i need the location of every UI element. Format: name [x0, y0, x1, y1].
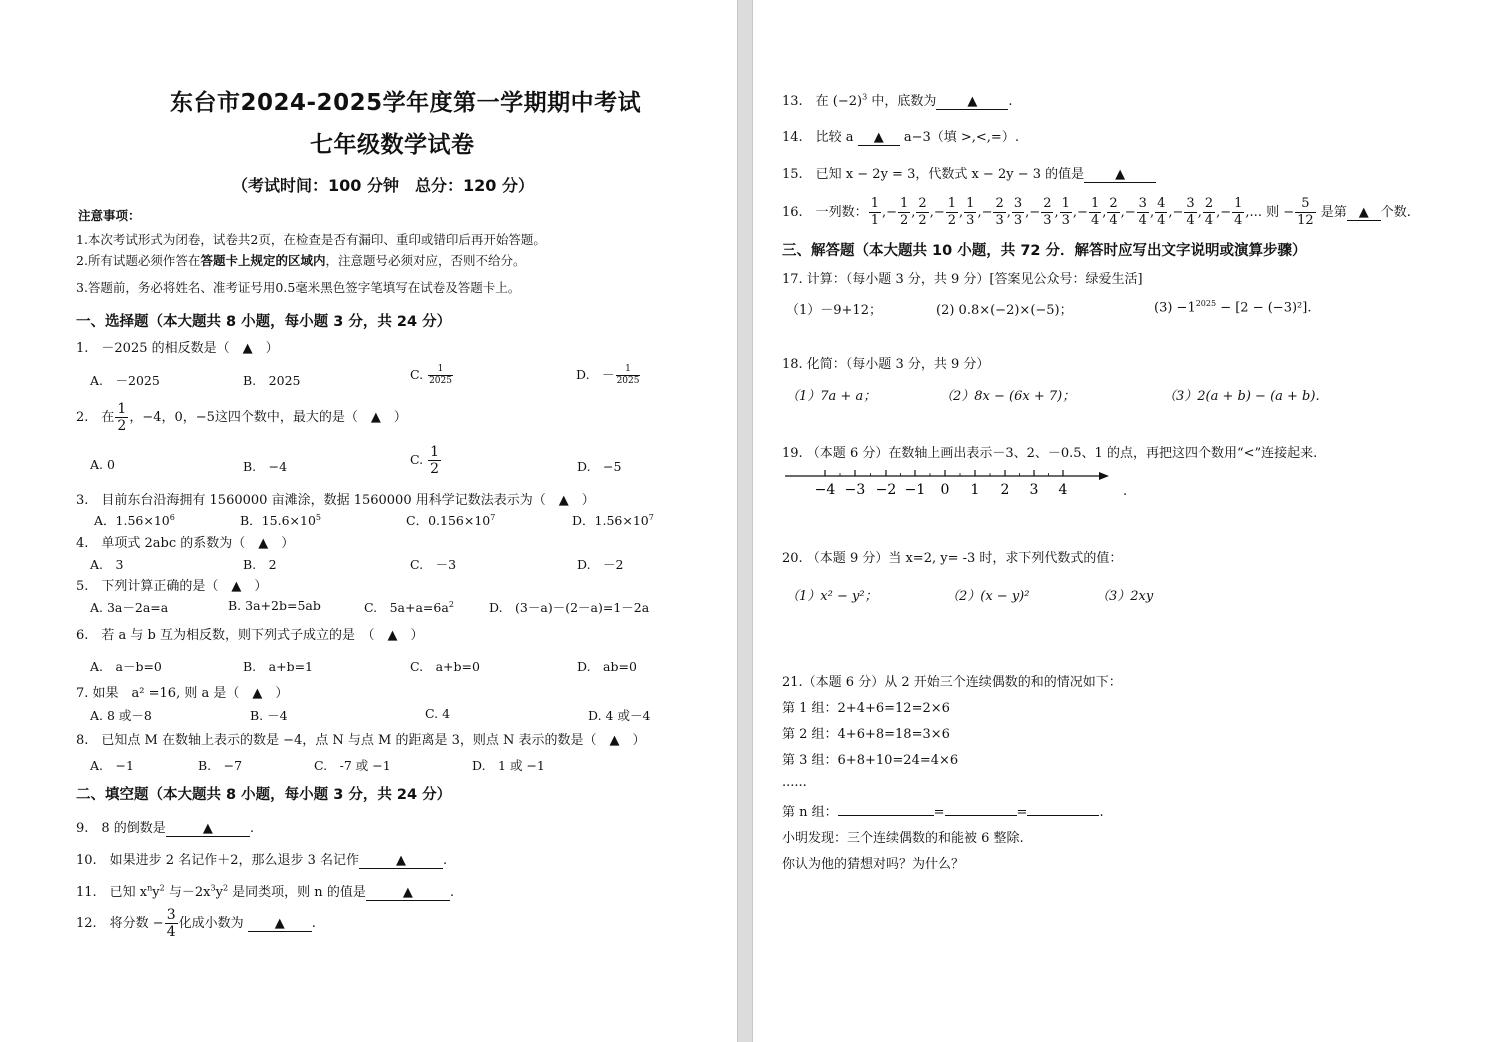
q3-stem: 3. 目前东台沿海拥有 1560000 亩滩涂，数据 1560000 用科学记数法表示为（ ▲ ）: [76, 493, 595, 508]
q6-option-d: D. ab=0: [577, 659, 637, 674]
q21-blank-2[interactable]: [945, 815, 1017, 816]
q2-stem: 2. 在 $\frac{1}{2}$ ，−4，0，−5这四个数中，最大的是（ ▲ ）: [76, 401, 407, 434]
number-line-tick-label: 3: [1029, 482, 1039, 498]
sequence-term: $\frac{1}{3}$: [1061, 196, 1070, 228]
page-right: [753, 0, 1490, 1042]
q13-blank[interactable]: ▲: [936, 95, 1008, 110]
q15: 15. 已知 x − 2y = 3，代数式 x − 2y − 3 的值是 ▲: [782, 163, 1156, 183]
q11: 11. 已知 $x^ny^2$ 与$-2x^3y^2$ 是同类项，则 n 的值是 ▲ .: [76, 883, 454, 900]
q18-stem: 18. 化简：（每小题 3 分，共 9 分）: [782, 357, 990, 372]
q21-dots: ......: [782, 775, 807, 790]
q21-stem: 21.（本题 6 分）从 2 开始三个连续偶数的和的情况如下：: [782, 675, 1122, 690]
sequence-term: $\frac{2}{3}$: [995, 196, 1004, 228]
q17-part-1: （1）－9+12；: [786, 303, 882, 318]
sequence-term: $\frac{3}{4}$: [1186, 196, 1195, 228]
q1-option-d: D. － $\frac{1}{2025}$: [576, 364, 640, 386]
q9: 9. 8 的倒数是 ▲ .: [76, 821, 254, 836]
q16: 16. 一列数： $\frac{1}{1}$ ,− $\frac{1}{2}$ , $\frac{2}{2}$ ,− $\frac{1}{2}$ , $\frac{1}{3}$ ,− $\frac{2}{3}$ , $\frac{3}{3}$ ,− $\frac{2}{3}$ , $\frac{1}{3}$ ,− $\frac{1}{4}$ , $\frac{2}{4}$ ,− $\frac{3}{4}$ , $\frac{4}{4}$ ,− $\frac{3}{4}$ , $\frac{2}{4}$ ,− $\frac{1}{4}$ ,... 则 − $\frac{5}{12}$ 是第 ▲ 个数.: [782, 196, 1411, 228]
q16-blank[interactable]: ▲: [1347, 206, 1381, 221]
q21-group-n: 第 n 组： = = .: [782, 805, 1104, 820]
q13: 13. 在 $(-2)^3$ 中，底数为 ▲ .: [782, 92, 1013, 109]
page-left: [0, 0, 737, 1042]
number-line-tick-label: −1: [904, 482, 926, 498]
q14-blank[interactable]: ▲: [858, 131, 900, 146]
number-line-arrow: [1099, 472, 1109, 480]
q20-stem: 20. （本题 9 分）当 x=2, y= -3 时，求下列代数式的值：: [782, 551, 1123, 566]
q8-option-c: C. -7 或 −1: [314, 758, 391, 773]
sequence-term: $\frac{1}{1}$: [870, 196, 879, 228]
note-item-2: 2.所有试题必须作答在答题卡上规定的区域内，注意题号必须对应，否则不给分。: [76, 253, 526, 268]
q20-part-3: （3）2xy: [1096, 589, 1154, 604]
q7-option-a: A. 8 或－8: [90, 708, 152, 723]
section-choice-heading: 一、选择题（本大题共 8 小题，每小题 3 分，共 24 分）: [76, 314, 452, 330]
q4-option-c: C. －3: [410, 557, 457, 572]
q8-option-a: A. −1: [90, 758, 134, 773]
q2-option-b: B. −4: [243, 459, 288, 474]
q9-blank[interactable]: ▲: [166, 822, 250, 837]
q7-option-b: B. －4: [250, 708, 288, 723]
q17-part-2: (2) 0.8×(−2)×(−5)；: [936, 303, 1073, 318]
q18-part-3: （3）2(a + b) − (a + b).: [1163, 389, 1320, 404]
sequence-term: $\frac{2}{4}$: [1204, 196, 1214, 228]
q2-option-d: D. −5: [577, 459, 622, 474]
q11-blank[interactable]: ▲: [366, 886, 450, 901]
q20-part-1: （1）x² − y²；: [786, 589, 878, 604]
page-gutter: [737, 0, 753, 1042]
q18-part-2: （2）8x − (6x + 7)；: [940, 389, 1076, 404]
q4-option-d: D. －2: [577, 557, 624, 572]
number-line-tick-label: −2: [875, 482, 897, 498]
sequence-term: $\frac{3}{3}$: [1013, 196, 1023, 228]
section-answer-heading: 三、解答题（本大题共 10 小题，共 72 分．解答时应写出文字说明或演算步骤）: [782, 243, 1307, 259]
section-fill-heading: 二、填空题（本大题共 8 小题，每小题 3 分，共 24 分）: [76, 787, 452, 803]
note-item-3: 3.答题前，务必将姓名、准考证号用0.5毫米黑色签字笔填写在试卷及答题卡上。: [76, 280, 521, 295]
q21-group-3: 第 3 组：6+8+10=24=4×6: [782, 753, 959, 768]
q17-stem: 17. 计算：（每小题 3 分，共 9 分）[答案见公众号：绿爱生活]: [782, 272, 1143, 287]
sequence-term: $\frac{2}{4}$: [1109, 196, 1118, 228]
exam-title: 东台市2024-2025学年度第一学期期中考试: [170, 90, 642, 116]
number-line-tick-label: 2: [1000, 482, 1010, 498]
q1-option-a: A. －2025: [90, 373, 160, 388]
q21-blank-3[interactable]: [1027, 815, 1099, 816]
notes-heading: 注意事项：: [78, 208, 141, 223]
q20-part-2: （2）(x − y)²: [946, 589, 1030, 604]
q3-option-b: B．$15.6\times 10^5$: [240, 512, 321, 528]
q14: 14. 比较 a ▲ a−3（填 >,<,=）.: [782, 130, 1019, 145]
sequence-term: $\frac{1}{4}$: [1234, 196, 1243, 228]
q3-option-a: A．$1.56\times 10^6$: [94, 512, 175, 528]
sequence-term: $\frac{1}{2}$: [947, 196, 957, 228]
sequence-term: $\frac{2}{3}$: [1043, 196, 1052, 228]
note-item-1: 1.本次考试形式为闭卷，试卷共2页，在检查是否有漏印、重印或错印后再开始答题。: [76, 232, 546, 247]
q2-option-a: A. 0: [90, 457, 115, 472]
q10: 10. 如果进步 2 名记作＋2，那么退步 3 名记作 ▲ .: [76, 853, 448, 868]
q7-option-c: C. 4: [425, 706, 451, 721]
q6-option-c: C. a+b=0: [410, 659, 480, 674]
q5-option-d: D. (3－a)－(2－a)=1－2a: [489, 600, 650, 615]
q21-finding: 小明发现：三个连续偶数的和能被 6 整除.: [782, 831, 1024, 846]
q17-part-3: $(3) -1^{2025} - [2 - (-3)^2]$.: [1154, 299, 1312, 316]
sequence-term: $\frac{2}{2}$: [918, 196, 927, 228]
q1-stem: 1. －2025 的相反数是（ ▲ ）: [76, 341, 279, 356]
q10-blank[interactable]: ▲: [359, 854, 443, 869]
q8-option-d: D. 1 或 −1: [472, 758, 545, 773]
q7-option-d: D. 4 或－4: [588, 708, 651, 723]
q12: 12. 将分数 − $\frac{3}{4}$ 化成小数为 ▲ .: [76, 907, 316, 940]
q15-blank[interactable]: ▲: [1084, 168, 1156, 183]
number-line-tick-label: 0: [940, 482, 950, 498]
sequence-term: $\frac{1}{2}$: [900, 196, 909, 228]
q19-end: .: [1123, 484, 1128, 499]
q2-option-c: C. $\frac{1}{2}$: [410, 444, 439, 477]
sequence-term: $\frac{1}{4}$: [1090, 196, 1100, 228]
q1-option-c: C. $\frac{1}{2025}$: [410, 364, 452, 386]
number-line-tick-label: −3: [844, 482, 866, 498]
q5-option-b: B. 3a+2b=5ab: [228, 598, 321, 613]
q4-option-b: B. 2: [243, 557, 277, 572]
q6-option-b: B. a+b=1: [243, 659, 314, 674]
number-line-tick-label: 4: [1058, 482, 1068, 498]
number-line-tick-label: 1: [970, 482, 980, 498]
q12-blank[interactable]: ▲: [248, 917, 312, 932]
q5-option-a: A. 3a－2a=a: [90, 600, 169, 615]
q5-option-c: C. $5a+a=6a^2$: [364, 599, 454, 615]
q6-option-a: A. a－b=0: [90, 659, 162, 674]
q5-stem: 5. 下列计算正确的是（ ▲ ）: [76, 579, 268, 594]
q8-option-b: B. −7: [198, 758, 243, 773]
q16-sequence: $\frac{1}{1}$ ,− $\frac{1}{2}$ , $\frac{2}{2}$ ,− $\frac{1}{2}$ , $\frac{1}{3}$ ,− $\frac{2}{3}$ , $\frac{3}{3}$ ,− $\frac{2}{3}$ , $\frac{1}{3}$ ,− $\frac{1}{4}$ , $\frac{2}{4}$ ,− $\frac{3}{4}$ , $\frac{4}{4}$ ,− $\frac{3}{4}$ , $\frac{2}{4}$ ,− $\frac{1}{4}$: [870, 196, 1243, 228]
q3-option-c: C．$0.156\times 10^7$: [406, 512, 496, 528]
q6-stem: 6. 若 a 与 b 互为相反数，则下列式子成立的是 （ ▲ ）: [76, 628, 424, 643]
q1-option-b: B. 2025: [243, 373, 301, 388]
exam-info: （考试时间：100 分钟 总分：120 分）: [232, 176, 534, 195]
q21-group-1: 第 1 组：2+4+6=12=2×6: [782, 701, 950, 716]
number-line-tick-label: −4: [814, 482, 836, 498]
q21-blank-1[interactable]: [838, 815, 934, 816]
q19-stem: 19. （本题 6 分）在数轴上画出表示－3、2、－0.5、1 的点，再把这四个数用“<”连接起来.: [782, 446, 1318, 461]
q21-group-2: 第 2 组：4+6+8=18=3×6: [782, 727, 950, 742]
q3-option-d: D．$1.56\times 10^7$: [572, 512, 654, 528]
sequence-term: $\frac{4}{4}$: [1157, 196, 1166, 228]
q8-stem: 8. 已知点 M 在数轴上表示的数是 −4，点 N 与点 M 的距离是 3，则点 N 表示的数是（ ▲ ）: [76, 733, 646, 748]
q4-stem: 4. 单项式 2abc 的系数为（ ▲ ）: [76, 536, 295, 551]
q7-stem: 7. 如果 a² =16, 则 a 是（ ▲ ）: [76, 686, 289, 701]
sequence-term: $\frac{3}{4}$: [1138, 196, 1147, 228]
sequence-term: $\frac{1}{3}$: [966, 196, 975, 228]
q18-part-1: （1）7a + a；: [786, 389, 877, 404]
q4-option-a: A. 3: [90, 557, 124, 572]
exam-subtitle: 七年级数学试卷: [310, 132, 475, 158]
q19-number-line: [783, 465, 1113, 503]
q21-question: 你认为他的猜想对吗？为什么？: [782, 857, 965, 872]
